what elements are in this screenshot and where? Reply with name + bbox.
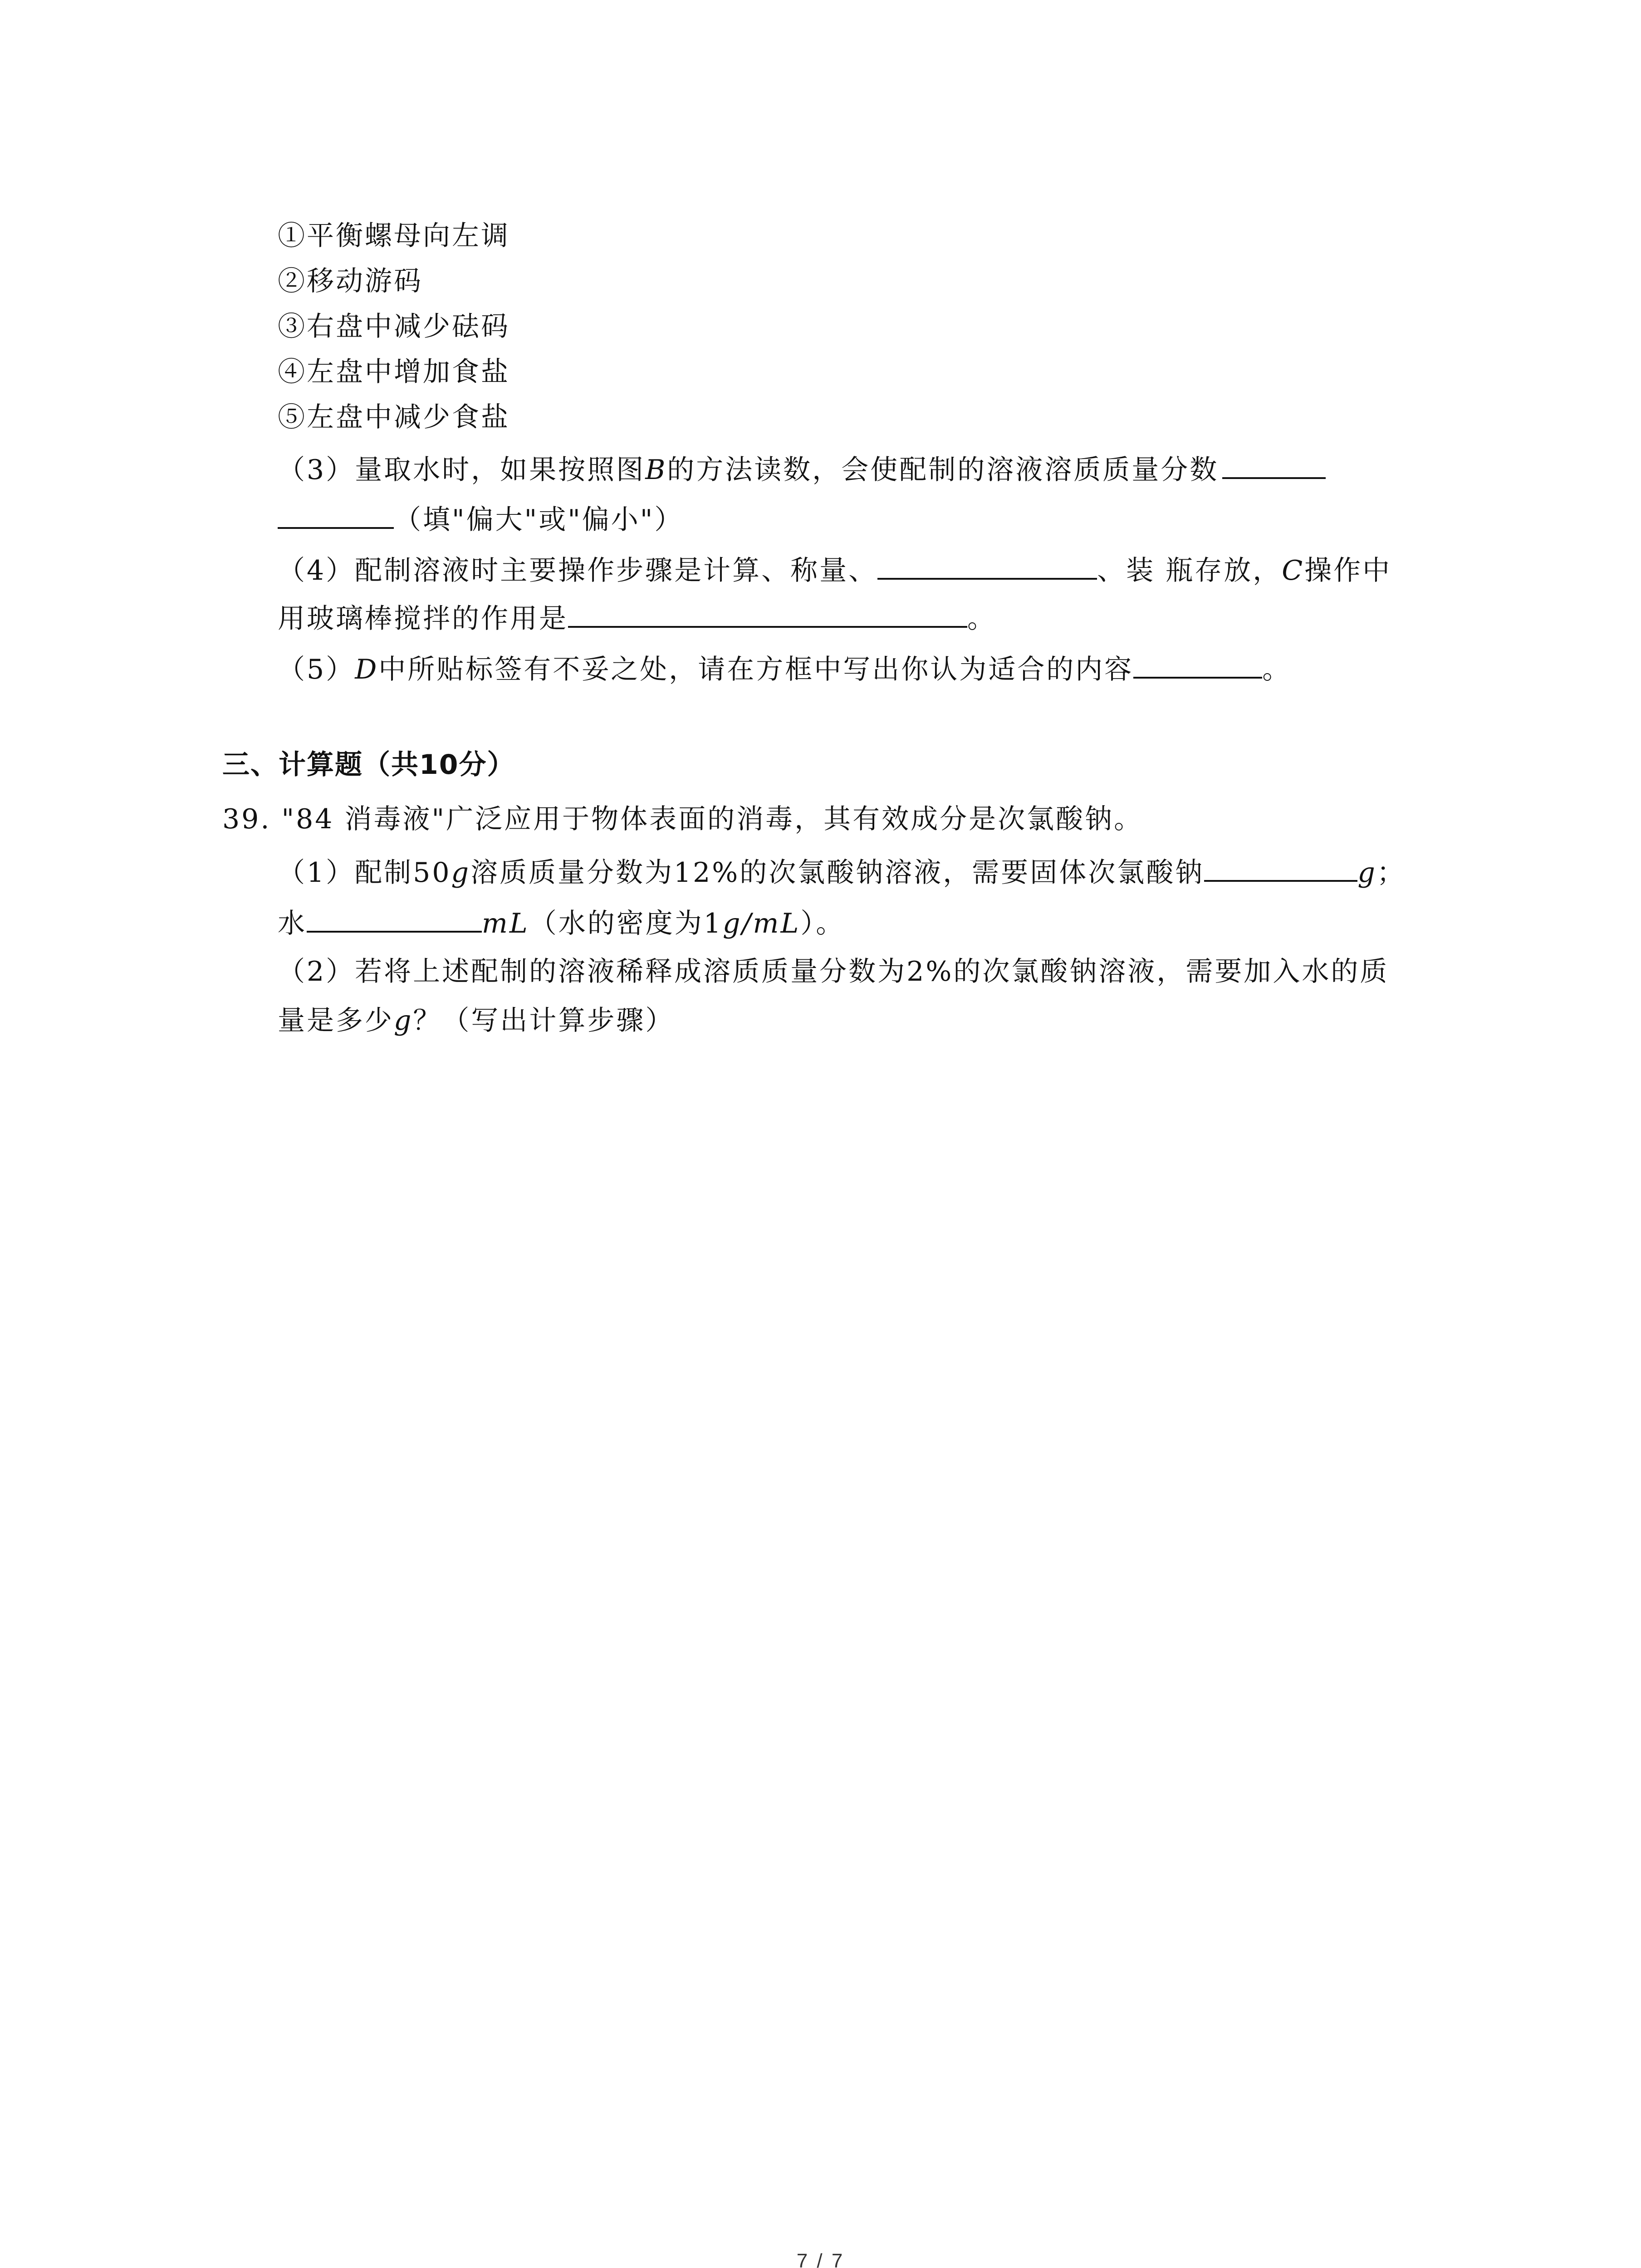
- part-1-line-2-end: ）。: [800, 908, 845, 939]
- question-4-end: 。: [967, 603, 996, 635]
- part-2-end: ？（写出计算步骤）: [413, 1005, 675, 1036]
- question-39-part-1-line-1: [278, 852, 1406, 891]
- answer-blank-q3-continued[interactable]: [278, 499, 394, 529]
- part-1-end: ；: [1376, 857, 1406, 889]
- answer-blank-water-volume[interactable]: [307, 903, 482, 933]
- part-1-density-text: （水的密度为1: [529, 908, 723, 939]
- question-39-number: 39.: [222, 803, 271, 835]
- question-3-text-a: （3）量取水时，如果按照图: [278, 454, 646, 486]
- option-1: ①平衡螺母向左调: [278, 220, 510, 252]
- unit-ml: mL: [482, 908, 529, 939]
- part-1-text-b: 溶质质量分数为12%的次氯酸钠溶液，需要固体次氯酸钠: [470, 857, 1205, 889]
- question-39-stem-line: [222, 801, 1143, 837]
- figure-d-label: D: [355, 654, 379, 685]
- question-4-text-c: 操作中: [1304, 555, 1392, 587]
- question-4-text-b: 、装 瓶存放，: [1097, 555, 1282, 587]
- question-3-line-2: [278, 499, 683, 538]
- answer-blank-q4-step[interactable]: [877, 550, 1097, 580]
- question-5-prefix: （5）: [278, 654, 355, 685]
- question-39-part-1-line-2: [278, 903, 845, 942]
- part-1-text-a: （1）配制50: [278, 857, 451, 889]
- option-2: ②移动游码: [278, 265, 423, 297]
- question-4-text-d: 用玻璃棒搅拌的作用是: [278, 603, 568, 635]
- question-3-hint: （填"偏大"或"偏小"）: [394, 504, 684, 536]
- question-4-text-a: （4）配制溶液时主要操作步骤是计算、称量、: [278, 555, 878, 587]
- figure-b-label: B: [645, 454, 667, 486]
- part-2-text: 量是多少: [278, 1005, 394, 1036]
- option-3: ③右盘中减少砝码: [278, 311, 510, 342]
- question-39-stem: "84 消毒液"广泛应用于物体表面的消毒，其有效成分是次氯酸钠。: [281, 803, 1143, 835]
- question-39-part-2-line-1: （2）若将上述配制的溶液稀释成溶质质量分数为2%的次氯酸钠溶液，需要加入水的质: [278, 956, 1389, 987]
- question-4-line-2: [278, 598, 996, 637]
- unit-g-3: g: [394, 1005, 413, 1036]
- option-5: ⑤左盘中减少食盐: [278, 401, 510, 433]
- question-3-text-b: 的方法读数，会使配制的溶液溶质质量分数: [667, 454, 1219, 486]
- answer-blank-q5[interactable]: [1133, 649, 1262, 679]
- answer-blank-q4-purpose[interactable]: [568, 598, 967, 628]
- question-3-line-1: [278, 449, 1326, 488]
- part-1-water-label: 水: [278, 908, 307, 939]
- answer-blank-q3[interactable]: [1222, 449, 1326, 479]
- question-5-text: 中所贴标签有不妥之处，请在方框中写出你认为适合的内容: [378, 654, 1134, 685]
- question-4-line-1: [278, 550, 1391, 589]
- question-5-end: 。: [1262, 654, 1292, 685]
- question-39-part-2-line-2: [278, 1002, 674, 1039]
- unit-g-2: g: [1357, 857, 1377, 889]
- unit-g-1: g: [451, 857, 470, 889]
- page-number: 7 / 7: [796, 2250, 845, 2268]
- unit-g-per-ml: g/mL: [722, 908, 801, 939]
- option-4: ④左盘中增加食盐: [278, 356, 510, 388]
- answer-blank-solute-mass[interactable]: [1204, 852, 1357, 882]
- figure-c-label: C: [1282, 555, 1305, 587]
- section-3-title: 三、计算题（共10分）: [222, 749, 515, 781]
- question-5-line: [278, 649, 1291, 688]
